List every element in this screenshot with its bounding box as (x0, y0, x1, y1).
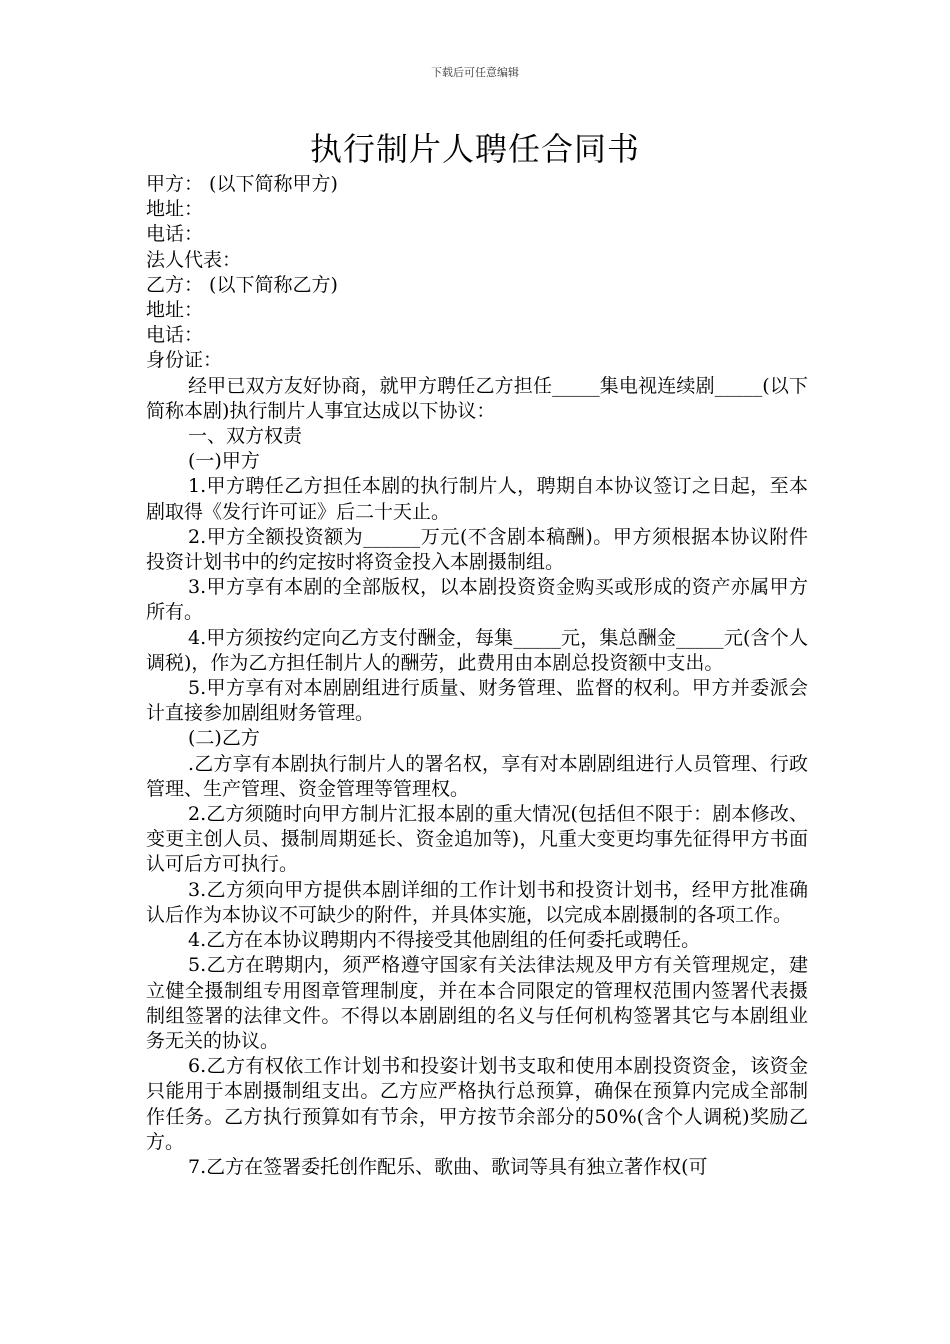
clause-b-6: 6.乙方有权依工作计划书和投姿计划书支取和使用本剧投资资金，该资金只能用于本剧摄制组支出。乙方应严格执行总预算，确保在预算内完成全部制作任务。乙方执行预算如有节余，甲方按节余部分的50%(含个人调税)奖励乙方。 (146, 1055, 808, 1153)
party-b-id: 身份证： (146, 349, 223, 372)
header-note: 下载后可任意编辑 (431, 66, 519, 79)
document-body (146, 172, 808, 1180)
clause-a-2: 2.甲方全额投资额为______万元(不含剧本稿酬)。甲方须根据本协议附件投资计划书中的约定按时将资金投入本剧摄制组。 (146, 525, 808, 574)
party-b-line: 乙方： (以下简称乙方) (146, 273, 338, 296)
party-b-phone: 电话： (146, 324, 204, 347)
clause-a-4: 4.甲方须按约定向乙方支付酬金，每集_____元，集总酬金_____元(含个人调税)，作为乙方担任制片人的酬劳，此费用由本剧总投资额中支出。 (146, 626, 808, 674)
clause-b-7: 7.乙方在签署委托创作配乐、歌曲、歌词等具有独立著作权(可 (188, 1155, 708, 1178)
party-a-phone: 电话： (146, 223, 204, 246)
subsection-heading-b: (二)乙方 (188, 727, 260, 750)
clause-a-5: 5.甲方享有对本剧剧组进行质量、财务管理、监督的权利。甲方并委派会计直接参加剧组财务管理。 (146, 677, 808, 725)
party-b-address: 地址： (146, 299, 204, 322)
section-heading: 一、双方权责 (188, 425, 303, 448)
clause-b-3: 3.乙方须向甲方提供本剧详细的工作计划书和投资计划书，经甲方批准确认后作为本协议不可缺少的附件，并具体实施，以完成本剧摄制的各项工作。 (146, 878, 808, 926)
party-a-legal-rep: 法人代表： (146, 248, 242, 271)
party-a-line: 甲方： (以下简称甲方) (146, 173, 338, 195)
party-a-address: 地址： (146, 198, 204, 221)
document-title: 执行制片人聘任合同书 (309, 130, 640, 168)
clause-b-5: 5.乙方在聘期内，须严格遵守国家有关法律法规及甲方有关管理规定，建立健全摄制组专用图章管理制度，并在本合同限定的管理权范围内签署代表摄制组签署的法律文件。不得以本剧剧组的名义与任何机构签署其它与本剧组业务无关的协议。 (146, 954, 808, 1052)
subsection-heading-a: (一)甲方 (188, 450, 260, 473)
clause-b-2: 2.乙方须随时向甲方制片汇报本剧的重大情况(包括但不限于：剧本修改、变更主创人员、摄制周期延长、资金追加等)，凡重大变更均事先征得甲方书面认可后方可执行。 (146, 803, 808, 876)
intro-paragraph: 经甲已双方友好协商，就甲方聘任乙方担任_____集电视连续剧_____(以下简称本剧)执行制片人事宜达成以下协议： (146, 374, 808, 422)
clause-b-4: 4.乙方在本协议聘期内不得接受其他剧组的任何委托或聘任。 (188, 929, 701, 952)
clause-b-1: .乙方享有本剧执行制片人的署名权，享有对本剧剧组进行人员管理、行政管理、生产管理、资金管理等管理权。 (146, 752, 808, 800)
clause-a-3: 3.甲方享有本剧的全部版权，以本剧投资资金购买或形成的资产亦属甲方所有。 (146, 576, 808, 624)
clause-a-1: 1.甲方聘任乙方担任本剧的执行制片人，聘期自本协议签订之日起，至本剧取得《发行许可证》后二十天止。 (146, 475, 808, 523)
